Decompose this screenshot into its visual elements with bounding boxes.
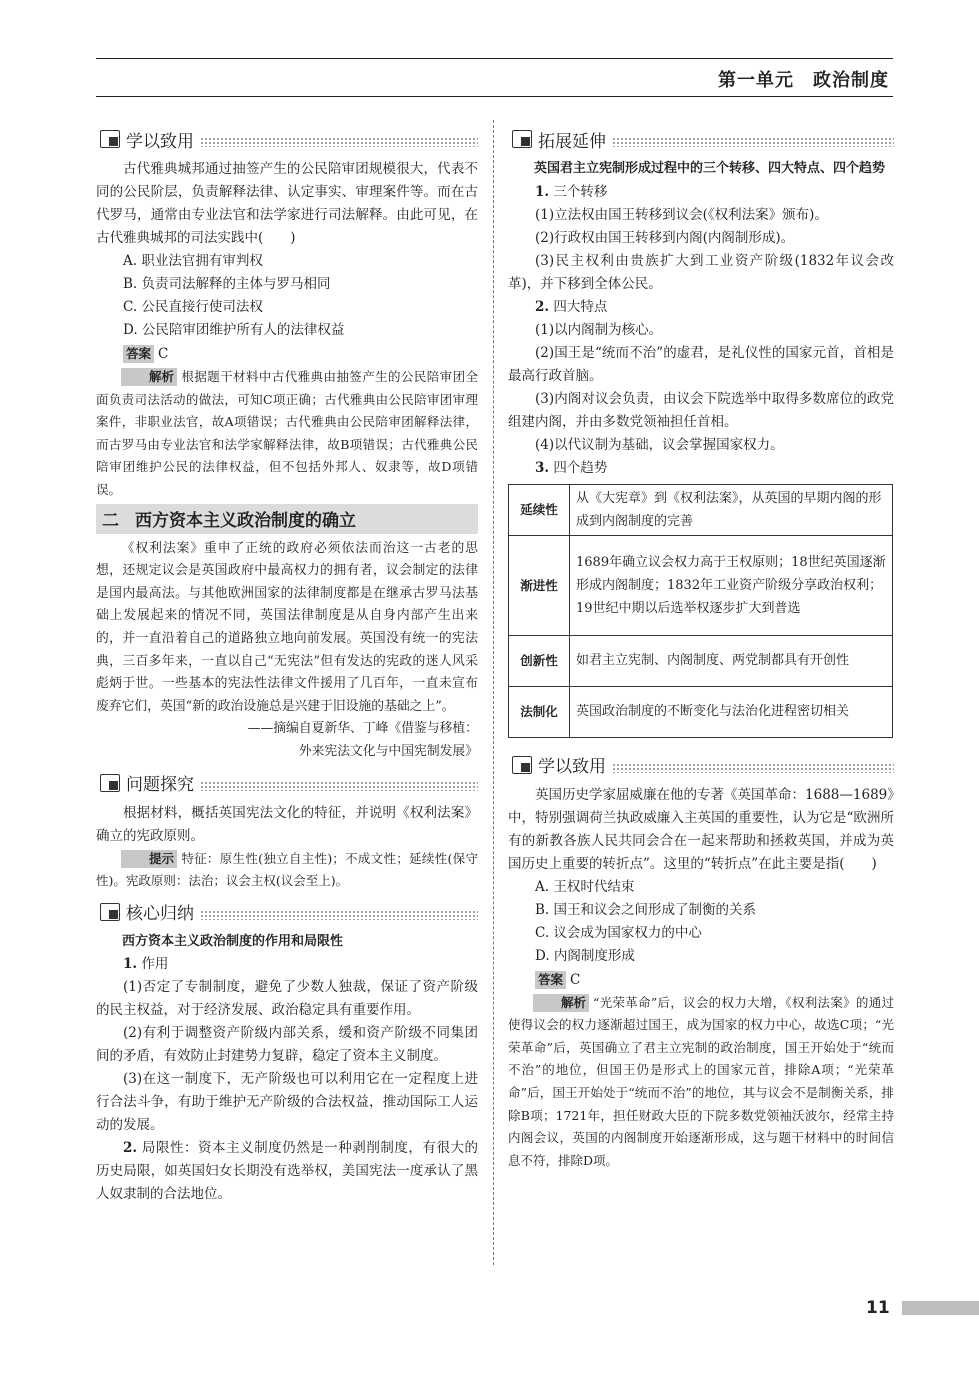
limitation bbox=[96, 1137, 478, 1206]
shift-item: (3)民主权利由贵族扩大到工业资产阶级(1832年议会改革)，并下移到全体公民。 bbox=[508, 252, 894, 292]
trend-key: 法制化 bbox=[509, 686, 570, 737]
feature-number: 2. bbox=[535, 298, 550, 315]
answer-value: C bbox=[570, 971, 581, 988]
chapter-title: 西方资本主义政治制度的确立 bbox=[135, 511, 356, 532]
feature-label: 四大特点 bbox=[553, 298, 608, 315]
feature-item: (2)国王是“统而不治”的虚君，是礼仪性的国家元首，首相是最高行政首脑。 bbox=[508, 344, 894, 384]
section-title: 核心归纳 bbox=[126, 904, 194, 925]
role-heading bbox=[96, 953, 478, 976]
table-row bbox=[509, 535, 893, 635]
limitation-number: 2. bbox=[123, 1140, 138, 1157]
section-marker-icon bbox=[100, 130, 120, 148]
explanation-tag: 解析 bbox=[121, 368, 177, 386]
dotted-rule bbox=[612, 137, 894, 147]
summary-title: 西方资本主义政治制度的作用和局限性 bbox=[122, 933, 344, 949]
section-title: 学以致用 bbox=[126, 131, 194, 152]
answer-line bbox=[96, 342, 478, 366]
table-row bbox=[509, 635, 893, 686]
explanation bbox=[508, 992, 894, 1173]
extension-title: 英国君主立宪制形成过程中的三个转移、四大特点、四个趋势 bbox=[534, 161, 886, 176]
section-heading-extension bbox=[508, 126, 894, 152]
answer-tag: 答案 bbox=[535, 971, 566, 989]
chapter-number: 二 bbox=[102, 511, 119, 532]
explanation-text: “光荣革命”后，议会的权力大增，《权利法案》的通过使得议会的权力逐渐超过国王，成为国家的权力中心，故选C项；“光荣革命”后，英国确立了君主立宪制的政治制度，国王开始处于“统而不治”的地位，但国王仍是形式上的国家元首，排除A项；“光荣革命”后，国王开始处于“统而不治”的地位，其与议会不是制衡关系，排除B项；1721年，担任财政大臣的下院多数党领袖沃波尔，经常主持内阁会议，英国的内阁制度开始逐渐形成，这与题干材料中的时间信息不符，排除D项。 bbox=[508, 994, 894, 1168]
table-row bbox=[509, 484, 893, 535]
answer-value: C bbox=[158, 346, 169, 362]
option-d: D. 内阁制度形成 bbox=[535, 947, 635, 964]
hint-text: 特征：原生性(独立自主性)；不成文性；延续性(保守性)。宪政原则：法治；议会主权(议会至上)。 bbox=[96, 850, 478, 889]
section-title: 问题探究 bbox=[126, 775, 194, 795]
dotted-rule bbox=[612, 763, 894, 773]
page-number-bar bbox=[902, 1301, 979, 1315]
feature-heading bbox=[508, 296, 894, 319]
role-item: (3)在这一制度下，无产阶级也可以利用它在一定程度上进行合法斗争，有助于维护无产阶级的合法权益，推动国际工人运动的发展。 bbox=[96, 1071, 478, 1134]
feature-item: (1)以内阁制为核心。 bbox=[535, 321, 663, 338]
section-heading-inquiry bbox=[96, 770, 478, 796]
trend-label: 四个趋势 bbox=[553, 459, 608, 476]
right-column bbox=[508, 120, 894, 1172]
trend-value: 从《大宪章》到《权利法案》，从英国的早期内阁的形成到内阁制度的完善 bbox=[570, 484, 893, 535]
feature-item: (3)内阁对议会负责，由议会下院选举中取得多数席位的政党组建内阁，并由多数党领袖担任首相。 bbox=[508, 390, 894, 430]
section-marker-icon bbox=[512, 130, 532, 148]
section-marker-icon bbox=[100, 774, 120, 792]
limitation-text: 局限性：资本主义制度仍然是一种剥削制度，有很大的历史局限，如英国妇女长期没有选举权，美国宪法一度承认了黑人奴隶制的合法地位。 bbox=[96, 1140, 479, 1203]
section-title: 拓展延伸 bbox=[538, 131, 606, 152]
material-source-2: 外来宪法文化与中国宪制发展》 bbox=[298, 743, 478, 759]
option-c: C. 公民直接行使司法权 bbox=[123, 299, 263, 315]
left-column bbox=[96, 120, 478, 1206]
hint bbox=[96, 848, 478, 893]
option-a: A. 王权时代结束 bbox=[535, 878, 635, 895]
question-stem: 古代雅典城邦通过抽签产生的公民陪审团规模很大，代表不同的公民阶层，负责解释法律、认定事实、审理案件等。而在古代罗马，通常由专业法官和法学家进行司法解释。由此可见，在古代雅典城邦的司法实践中( ) bbox=[96, 161, 478, 246]
trend-value: 如君主立宪制、内阁制度、两党制都具有开创性 bbox=[570, 635, 893, 686]
column-divider bbox=[493, 120, 494, 1265]
option-a: A. 职业法官拥有审判权 bbox=[123, 253, 263, 269]
section-marker-icon bbox=[512, 756, 532, 774]
answer-line bbox=[508, 968, 894, 992]
role-item: (2)有利于调整资产阶级内部关系，缓和资产阶级不同集团间的矛盾，有效防止封建势力复辟，稳定了资本主义制度。 bbox=[96, 1025, 478, 1065]
role-label: 作用 bbox=[141, 956, 169, 973]
section-heading-apply bbox=[96, 126, 478, 152]
trend-number: 3. bbox=[535, 459, 550, 476]
explanation-text: 根据题干材料中古代雅典由抽签产生的公民陪审团全面负责司法活动的做法，可知C项正确；古代雅典由公民陪审团审理案件，非职业法官，故A项错误；古代雅典由公民陪审团解释法律，而古罗马由专业法官和法学家解释法律，故B项错误；古代雅典公民陪审团维护公民的法律权益，但不包括外邦人、奴隶等，故D项错误。 bbox=[96, 369, 478, 497]
material-source-1: ——摘编自夏新华、丁峰《借鉴与移植： bbox=[247, 721, 478, 737]
section-heading-apply-2 bbox=[508, 752, 894, 778]
dotted-rule bbox=[200, 910, 478, 920]
table-row bbox=[509, 686, 893, 737]
question-stem: 英国历史学家屈威廉在他的专著《英国革命：1688—1689》中，特别强调荷兰执政威廉入主英国的重要性，认为它是“欧洲所有的新教各族人民共同会合在一起来帮助和拯救英国，并成为英国历史上重要的转折点”。这里的“转折点”在此主要是指( ) bbox=[508, 786, 894, 872]
trend-key: 渐进性 bbox=[509, 535, 570, 635]
hint-tag: 提示 bbox=[121, 850, 177, 868]
dotted-rule bbox=[200, 781, 478, 791]
section-title: 学以致用 bbox=[538, 757, 606, 778]
trend-heading bbox=[508, 457, 894, 480]
unit-title: 第一单元 政治制度 bbox=[718, 70, 889, 91]
section-marker-icon bbox=[100, 903, 120, 921]
chapter-band bbox=[96, 504, 478, 534]
trend-table bbox=[508, 484, 893, 738]
inquiry-text: 根据材料，概括英国宪法文化的特征，并说明《权利法案》确立的宪政原则。 bbox=[96, 804, 478, 844]
role-item: (1)否定了专制制度，避免了少数人独裁，保证了资产阶级的民主权益，对于经济发展、政治稳定具有重要作用。 bbox=[96, 979, 478, 1019]
option-c: C. 议会成为国家权力的中心 bbox=[535, 924, 702, 941]
page-number: 11 bbox=[866, 1298, 890, 1318]
trend-value: 英国政治制度的不断变化与法治化进程密切相关 bbox=[570, 686, 893, 737]
trend-value: 1689年确立议会权力高于王权原则；18世纪英国逐渐形成内阁制度；1832年工业资产阶级分享政治权利；19世纪中期以后选举权逐步扩大到普选 bbox=[570, 535, 893, 635]
option-b: B. 国王和议会之间形成了制衡的关系 bbox=[535, 901, 757, 918]
trend-key: 延续性 bbox=[509, 484, 570, 535]
header-rule-bottom bbox=[96, 96, 893, 97]
explanation bbox=[96, 366, 478, 502]
role-number: 1. bbox=[123, 956, 138, 973]
shift-heading bbox=[508, 181, 894, 204]
dotted-rule bbox=[200, 137, 478, 147]
option-b: B. 负责司法解释的主体与罗马相同 bbox=[123, 276, 331, 292]
shift-number: 1. bbox=[535, 183, 550, 200]
shift-item: (1)立法权由国王转移到议会(《权利法案》颁布)。 bbox=[535, 206, 828, 223]
material-text: 《权利法案》重申了正统的政府必须依法而治这一古老的思想，还规定议会是英国政府中最高权力的拥有者，议会制定的法律是国内最高法。与其他欧洲国家的法律制度都是在继承古罗马法基础上发展起来的情况不同，英国法律制度是从自身内部产生出来的，并一直沿着自己的道路独立地向前发展。英国没有统一的宪法典，三百多年来，一直以自己“无宪法”但有发达的宪政的迷人风采彪炳于世。一些基本的宪法性法律文件援用了几百年，一直未宣布废弃它们，英国“新的政治设施总是兴建于旧设施的基础之上”。 bbox=[96, 540, 478, 714]
shift-label: 三个转移 bbox=[553, 183, 608, 200]
shift-item: (2)行政权由国王转移到内阁(内阁制形成)。 bbox=[535, 229, 795, 246]
explanation-tag: 解析 bbox=[533, 994, 589, 1012]
option-d: D. 公民陪审团维护所有人的法律权益 bbox=[123, 322, 345, 338]
header-rule-top bbox=[96, 58, 893, 59]
answer-tag: 答案 bbox=[123, 345, 154, 363]
section-heading-summary bbox=[96, 899, 478, 925]
trend-key: 创新性 bbox=[509, 635, 570, 686]
feature-item: (4)以代议制为基础，议会掌握国家权力。 bbox=[535, 436, 784, 453]
